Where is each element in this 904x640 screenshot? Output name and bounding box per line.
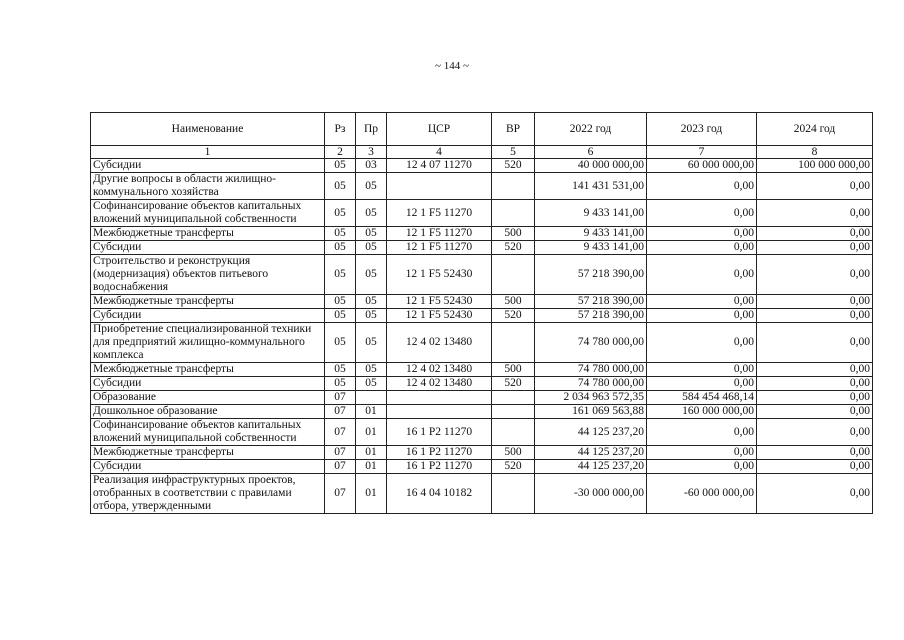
cell-2024: 0,00	[757, 405, 873, 419]
cell-csr: 12 1 F5 11270	[387, 200, 492, 227]
cell-2022: 44 125 237,20	[535, 460, 647, 474]
cell-csr: 16 1 P2 11270	[387, 460, 492, 474]
cell-pr: 05	[356, 363, 387, 377]
cell-csr: 16 4 04 10182	[387, 474, 492, 514]
column-number: 5	[492, 146, 535, 159]
cell-pr: 01	[356, 419, 387, 446]
cell-csr: 12 4 02 13480	[387, 323, 492, 363]
header-name: Наименование	[91, 113, 325, 146]
cell-rz: 05	[325, 363, 356, 377]
cell-vr: 520	[492, 377, 535, 391]
cell-pr: 05	[356, 200, 387, 227]
header-2024: 2024 год	[757, 113, 873, 146]
cell-name: Другие вопросы в области жилищно-коммунального хозяйства	[91, 173, 325, 200]
cell-pr	[356, 391, 387, 405]
column-number-row	[91, 146, 873, 159]
cell-2023: 0,00	[647, 377, 757, 391]
cell-rz: 07	[325, 460, 356, 474]
cell-csr	[387, 173, 492, 200]
cell-2022: 2 034 963 572,35	[535, 391, 647, 405]
cell-csr: 12 1 F5 52430	[387, 309, 492, 323]
column-number: 8	[757, 146, 873, 159]
cell-csr: 16 1 P2 11270	[387, 419, 492, 446]
cell-csr: 12 1 F5 52430	[387, 255, 492, 295]
cell-2024: 0,00	[757, 377, 873, 391]
cell-vr: 500	[492, 363, 535, 377]
cell-2022: 44 125 237,20	[535, 419, 647, 446]
cell-2022: 9 433 141,00	[535, 227, 647, 241]
cell-2022: -30 000 000,00	[535, 474, 647, 514]
cell-2023: 0,00	[647, 295, 757, 309]
column-number: 2	[325, 146, 356, 159]
header-row	[91, 113, 873, 146]
cell-name: Приобретение специализированной техники для предприятий жилищно-коммунального комплекса	[91, 323, 325, 363]
cell-2023: 0,00	[647, 323, 757, 363]
cell-2024: 0,00	[757, 460, 873, 474]
cell-2022: 74 780 000,00	[535, 323, 647, 363]
cell-csr: 12 1 F5 11270	[387, 241, 492, 255]
cell-2023: 0,00	[647, 241, 757, 255]
table-row	[91, 363, 873, 377]
cell-2023: 0,00	[647, 446, 757, 460]
cell-2022: 74 780 000,00	[535, 363, 647, 377]
cell-csr: 12 1 F5 52430	[387, 295, 492, 309]
cell-vr: 520	[492, 309, 535, 323]
cell-csr: 12 1 F5 11270	[387, 227, 492, 241]
cell-vr: 520	[492, 460, 535, 474]
cell-2024: 0,00	[757, 363, 873, 377]
cell-rz: 05	[325, 173, 356, 200]
cell-csr: 12 4 07 11270	[387, 159, 492, 173]
header-pr: Пр	[356, 113, 387, 146]
cell-pr: 05	[356, 323, 387, 363]
cell-2024: 0,00	[757, 474, 873, 514]
cell-rz: 05	[325, 241, 356, 255]
header-vr: ВР	[492, 113, 535, 146]
cell-vr	[492, 419, 535, 446]
cell-2024: 0,00	[757, 419, 873, 446]
header-csr: ЦСР	[387, 113, 492, 146]
cell-pr: 05	[356, 309, 387, 323]
cell-pr: 05	[356, 295, 387, 309]
cell-rz: 07	[325, 474, 356, 514]
budget-table	[90, 112, 873, 514]
cell-name: Софинансирование объектов капитальных вложений муниципальной собственности	[91, 419, 325, 446]
cell-name: Субсидии	[91, 309, 325, 323]
table-row	[91, 377, 873, 391]
cell-2024: 0,00	[757, 391, 873, 405]
cell-name: Строительство и реконструкция (модернизация) объектов питьевого водоснабжения	[91, 255, 325, 295]
column-number: 4	[387, 146, 492, 159]
table-row	[91, 227, 873, 241]
cell-pr: 01	[356, 446, 387, 460]
header-2023: 2023 год	[647, 113, 757, 146]
cell-name: Субсидии	[91, 377, 325, 391]
table-row	[91, 159, 873, 173]
cell-rz: 05	[325, 295, 356, 309]
cell-2024: 0,00	[757, 309, 873, 323]
cell-name: Межбюджетные трансферты	[91, 295, 325, 309]
cell-2023: 0,00	[647, 309, 757, 323]
cell-rz: 07	[325, 446, 356, 460]
cell-vr: 500	[492, 227, 535, 241]
cell-name: Реализация инфраструктурных проектов, отобранных в соответствии с правилами отбора, утвержденными	[91, 474, 325, 514]
cell-rz: 05	[325, 255, 356, 295]
cell-2024: 0,00	[757, 227, 873, 241]
cell-2022: 9 433 141,00	[535, 200, 647, 227]
table-row	[91, 295, 873, 309]
column-number: 1	[91, 146, 325, 159]
cell-vr	[492, 405, 535, 419]
cell-vr	[492, 200, 535, 227]
cell-vr	[492, 391, 535, 405]
cell-csr	[387, 391, 492, 405]
cell-rz: 05	[325, 377, 356, 391]
header-2022: 2022 год	[535, 113, 647, 146]
cell-rz: 05	[325, 309, 356, 323]
cell-vr: 520	[492, 159, 535, 173]
table-row	[91, 460, 873, 474]
cell-2023: 0,00	[647, 460, 757, 474]
table-row	[91, 241, 873, 255]
cell-pr: 05	[356, 377, 387, 391]
cell-csr: 12 4 02 13480	[387, 377, 492, 391]
cell-vr	[492, 323, 535, 363]
cell-2023: 0,00	[647, 200, 757, 227]
header-rz: Рз	[325, 113, 356, 146]
table-row	[91, 474, 873, 514]
cell-2024: 0,00	[757, 323, 873, 363]
cell-vr	[492, 173, 535, 200]
cell-2023: 0,00	[647, 173, 757, 200]
cell-2022: 9 433 141,00	[535, 241, 647, 255]
cell-2024: 0,00	[757, 295, 873, 309]
table-row	[91, 405, 873, 419]
cell-2023: 0,00	[647, 227, 757, 241]
cell-2023: 60 000 000,00	[647, 159, 757, 173]
cell-2022: 57 218 390,00	[535, 255, 647, 295]
cell-2022: 161 069 563,88	[535, 405, 647, 419]
cell-csr	[387, 405, 492, 419]
cell-pr: 01	[356, 474, 387, 514]
cell-vr: 500	[492, 446, 535, 460]
cell-rz: 07	[325, 405, 356, 419]
cell-rz: 05	[325, 200, 356, 227]
table-row	[91, 419, 873, 446]
cell-2023: 584 454 468,14	[647, 391, 757, 405]
cell-2023: 0,00	[647, 363, 757, 377]
cell-rz: 07	[325, 391, 356, 405]
cell-2022: 40 000 000,00	[535, 159, 647, 173]
cell-pr: 05	[356, 255, 387, 295]
cell-name: Субсидии	[91, 241, 325, 255]
table-body	[91, 159, 873, 514]
cell-rz: 05	[325, 323, 356, 363]
page-number: ~ 144 ~	[435, 60, 469, 72]
column-number: 7	[647, 146, 757, 159]
table-row	[91, 323, 873, 363]
cell-pr: 01	[356, 460, 387, 474]
cell-2022: 57 218 390,00	[535, 309, 647, 323]
cell-vr	[492, 474, 535, 514]
cell-name: Субсидии	[91, 159, 325, 173]
cell-vr	[492, 255, 535, 295]
cell-name: Межбюджетные трансферты	[91, 446, 325, 460]
cell-name: Образование	[91, 391, 325, 405]
cell-2024: 0,00	[757, 255, 873, 295]
cell-2024: 0,00	[757, 200, 873, 227]
cell-2022: 74 780 000,00	[535, 377, 647, 391]
cell-pr: 05	[356, 227, 387, 241]
cell-vr: 500	[492, 295, 535, 309]
table-row	[91, 309, 873, 323]
cell-pr: 05	[356, 173, 387, 200]
column-number: 3	[356, 146, 387, 159]
table-row	[91, 255, 873, 295]
table-row	[91, 391, 873, 405]
cell-2023: 0,00	[647, 419, 757, 446]
table-row	[91, 173, 873, 200]
cell-pr: 03	[356, 159, 387, 173]
cell-rz: 07	[325, 419, 356, 446]
cell-name: Межбюджетные трансферты	[91, 363, 325, 377]
table-row	[91, 446, 873, 460]
column-number: 6	[535, 146, 647, 159]
cell-csr: 16 1 P2 11270	[387, 446, 492, 460]
cell-2024: 0,00	[757, 241, 873, 255]
cell-name: Субсидии	[91, 460, 325, 474]
cell-2022: 44 125 237,20	[535, 446, 647, 460]
cell-rz: 05	[325, 227, 356, 241]
cell-2023: 0,00	[647, 255, 757, 295]
cell-2022: 141 431 531,00	[535, 173, 647, 200]
cell-name: Софинансирование объектов капитальных вложений муниципальной собственности	[91, 200, 325, 227]
cell-name: Дошкольное образование	[91, 405, 325, 419]
cell-2023: 160 000 000,00	[647, 405, 757, 419]
cell-2022: 57 218 390,00	[535, 295, 647, 309]
cell-vr: 520	[492, 241, 535, 255]
cell-2024: 0,00	[757, 173, 873, 200]
cell-2024: 100 000 000,00	[757, 159, 873, 173]
cell-pr: 05	[356, 241, 387, 255]
cell-pr: 01	[356, 405, 387, 419]
cell-csr: 12 4 02 13480	[387, 363, 492, 377]
table-row	[91, 200, 873, 227]
cell-2023: -60 000 000,00	[647, 474, 757, 514]
cell-rz: 05	[325, 159, 356, 173]
cell-name: Межбюджетные трансферты	[91, 227, 325, 241]
cell-2024: 0,00	[757, 446, 873, 460]
